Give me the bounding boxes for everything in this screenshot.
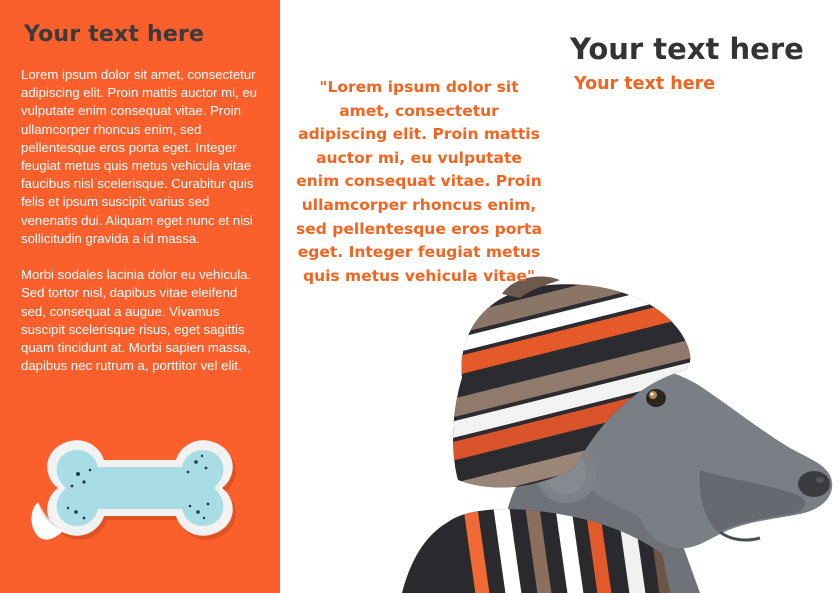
- left-paragraph-1: Lorem ipsum dolor sit amet, consectetur adipiscing elit. Proin mattis auctor mi, eu vulputate enim consequat vitae. Proin ullamcorper rhoncus enim, sed pellentesque eros porta eget. Integer feugiat metus quis metus vehicula vitae faucibus nisl scelerisque. Curabitur quis felis et ipsum suscipit varius sed venenatis dui. Aliquam eget nunc et nisi sollicitudin gravida a id massa.: [21, 67, 258, 246]
- left-heading: Your text here: [24, 22, 205, 47]
- pull-quote: "Lorem ipsum dolor sit amet, consectetur adipiscing elit. Proin mattis auctor mi, eu vulputate enim consequat vitae. Proin ullamcorper rhoncus enim, sed pellentesque eros porta eget. Integer feugiat metus quis metus vehicula vitae": [296, 78, 542, 285]
- right-title: Your text here: [570, 32, 804, 66]
- dog-bone-sticker-icon: [20, 426, 260, 556]
- right-subtitle: Your text here: [574, 74, 716, 94]
- left-body-text: [21, 66, 261, 394]
- dog-photo: [400, 270, 840, 593]
- left-panel: [0, 0, 280, 593]
- left-paragraph-2: Morbi sodales lacinia dolor eu vehicula. Sed tortor nisl, dapibus vitae eleifend sed, consequat a augue. Vivamus suscipit scelerisque risus, eget sagittis quam tincidunt at. Morbi sapien massa, dapibus nec rutrum a, porttitor vel elit.: [21, 267, 252, 374]
